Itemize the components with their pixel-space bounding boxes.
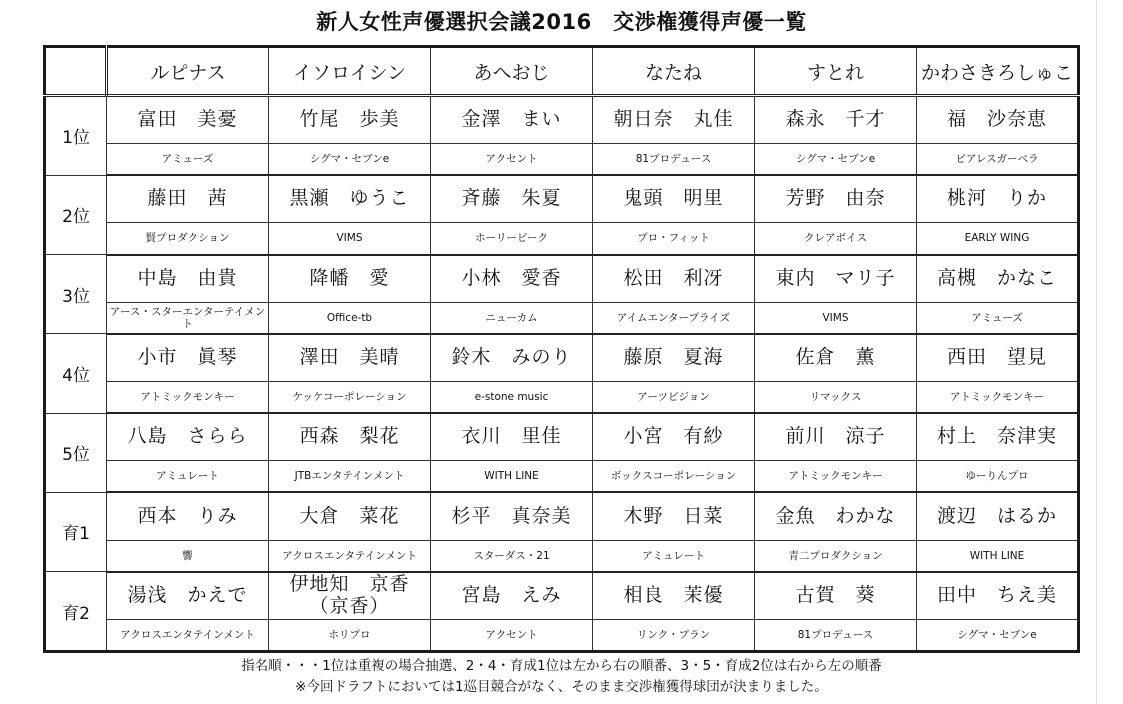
table-row bbox=[45, 619, 1079, 651]
table-row bbox=[45, 572, 1079, 620]
voice-actress-name: 黒瀬 ゆうこ bbox=[269, 175, 431, 223]
voice-actress-name: 八島 さらら bbox=[107, 413, 269, 461]
table-row bbox=[45, 96, 1079, 144]
team-header: すとれ bbox=[755, 47, 917, 96]
voice-actress-name: 西田 望見 bbox=[917, 334, 1079, 382]
voice-actress-name: 佐倉 薫 bbox=[755, 334, 917, 382]
voice-actress-name: 高槻 かなこ bbox=[917, 255, 1079, 303]
corner-cell bbox=[45, 47, 107, 96]
voice-actress-name: 中島 由貴 bbox=[107, 255, 269, 303]
agency-name: ボックスコーポレーション bbox=[593, 461, 755, 493]
agency-name: EARLY WING bbox=[917, 223, 1079, 255]
agency-name: リンク・プラン bbox=[593, 619, 755, 651]
voice-actress-name: 伊地知 京香 （京香） bbox=[269, 572, 431, 620]
draft-results-table bbox=[43, 45, 1080, 653]
agency-name: アクロスエンタテインメント bbox=[107, 619, 269, 651]
voice-actress-name: 小宮 有紗 bbox=[593, 413, 755, 461]
agency-name: アミューズ bbox=[917, 302, 1079, 334]
voice-actress-name: 西森 梨花 bbox=[269, 413, 431, 461]
voice-actress-name: 杉平 真奈美 bbox=[431, 492, 593, 540]
voice-actress-name: 古賀 葵 bbox=[755, 572, 917, 620]
table-row bbox=[45, 175, 1079, 223]
agency-name: アミューズ bbox=[107, 144, 269, 176]
agency-name: アクセント bbox=[431, 619, 593, 651]
agency-name: ホーリーピーク bbox=[431, 223, 593, 255]
team-header: なたね bbox=[593, 47, 755, 96]
agency-name: アミュレート bbox=[593, 540, 755, 572]
agency-name: WITH LINE bbox=[431, 461, 593, 493]
agency-name: 81プロデュース bbox=[593, 144, 755, 176]
voice-actress-name: 東内 マリ子 bbox=[755, 255, 917, 303]
voice-actress-name: 澤田 美晴 bbox=[269, 334, 431, 382]
table-row bbox=[45, 255, 1079, 303]
voice-actress-name: 渡辺 はるか bbox=[917, 492, 1079, 540]
voice-actress-name: 鬼頭 明里 bbox=[593, 175, 755, 223]
voice-actress-name: 鈴木 みのり bbox=[431, 334, 593, 382]
agency-name: JTBエンタテインメント bbox=[269, 461, 431, 493]
voice-actress-name: 藤田 茜 bbox=[107, 175, 269, 223]
draft-order-note: 指名順・・・1位は重複の場合抽選、2・4・育成1位は左から右の順番、3・5・育成2位は右から左の順番 bbox=[241, 658, 882, 674]
team-header: あへおじ bbox=[431, 47, 593, 96]
rank-label: 3位 bbox=[45, 255, 107, 334]
agency-name: アミュレート bbox=[107, 461, 269, 493]
voice-actress-name: 相良 茉優 bbox=[593, 572, 755, 620]
agency-name: シグマ・セブンe bbox=[755, 144, 917, 176]
agency-name: アクロスエンタテインメント bbox=[269, 540, 431, 572]
team-header: ルピナス bbox=[107, 47, 269, 96]
agency-name: アトミックモンキー bbox=[107, 381, 269, 413]
voice-actress-name: 金澤 まい bbox=[431, 96, 593, 144]
agency-name: 賢プロダクション bbox=[107, 223, 269, 255]
agency-name: リマックス bbox=[755, 381, 917, 413]
rank-label: 5位 bbox=[45, 413, 107, 492]
voice-actress-name: 小林 愛香 bbox=[431, 255, 593, 303]
table-row bbox=[45, 492, 1079, 540]
voice-actress-name: 湯浅 かえで bbox=[107, 572, 269, 620]
agency-name: シグマ・セブンe bbox=[917, 619, 1079, 651]
table-row bbox=[45, 144, 1079, 176]
rank-label: 育1 bbox=[45, 492, 107, 571]
rank-label: 育2 bbox=[45, 572, 107, 652]
agency-name: アトミックモンキー bbox=[917, 381, 1079, 413]
voice-actress-name: 木野 日菜 bbox=[593, 492, 755, 540]
voice-actress-name: 田中 ちえ美 bbox=[917, 572, 1079, 620]
page-title: 新人女性声優選択会議2016 交渉権獲得声優一覧 bbox=[316, 10, 807, 34]
voice-actress-name: 村上 奈津実 bbox=[917, 413, 1079, 461]
agency-name: 81プロデュース bbox=[755, 619, 917, 651]
rank-label: 2位 bbox=[45, 175, 107, 254]
voice-actress-name: 芳野 由奈 bbox=[755, 175, 917, 223]
agency-name: VIMS bbox=[755, 302, 917, 334]
table-row bbox=[45, 461, 1079, 493]
agency-name: ピアレスガーベラ bbox=[917, 144, 1079, 176]
team-header: かわさきろしゅこ bbox=[917, 47, 1079, 96]
agency-name: Office-tb bbox=[269, 302, 431, 334]
agency-name: e-stone music bbox=[431, 381, 593, 413]
voice-actress-name: 斉藤 朱夏 bbox=[431, 175, 593, 223]
table-row bbox=[45, 302, 1079, 334]
voice-actress-name: 大倉 菜花 bbox=[269, 492, 431, 540]
voice-actress-name: 衣川 里佳 bbox=[431, 413, 593, 461]
first-round-note: ※今回ドラフトにおいては1巡目競合がなく、そのまま交渉権獲得球団が決まりました。 bbox=[295, 679, 828, 695]
table-row bbox=[45, 223, 1079, 255]
agency-name: クレアボイス bbox=[755, 223, 917, 255]
voice-actress-name: 朝日奈 丸佳 bbox=[593, 96, 755, 144]
agency-name: VIMS bbox=[269, 223, 431, 255]
agency-name: シグマ・セブンe bbox=[269, 144, 431, 176]
voice-actress-name: 小市 眞琴 bbox=[107, 334, 269, 382]
table-row bbox=[45, 334, 1079, 382]
agency-name: アーツビジョン bbox=[593, 381, 755, 413]
agency-name: アイムエンタープライズ bbox=[593, 302, 755, 334]
agency-name: ニューカム bbox=[431, 302, 593, 334]
agency-name: ケッケコーポレーション bbox=[269, 381, 431, 413]
page-edge-rule bbox=[1096, 0, 1097, 704]
voice-actress-name: 福 沙奈恵 bbox=[917, 96, 1079, 144]
voice-actress-name: 松田 利冴 bbox=[593, 255, 755, 303]
agency-name: スターダス・21 bbox=[431, 540, 593, 572]
table-row bbox=[45, 540, 1079, 572]
voice-actress-name: 富田 美憂 bbox=[107, 96, 269, 144]
agency-name: WITH LINE bbox=[917, 540, 1079, 572]
voice-actress-name: 桃河 りか bbox=[917, 175, 1079, 223]
table-row bbox=[45, 413, 1079, 461]
agency-name: アトミックモンキー bbox=[755, 461, 917, 493]
agency-name: 青二プロダクション bbox=[755, 540, 917, 572]
voice-actress-name: 竹尾 歩美 bbox=[269, 96, 431, 144]
team-header: イソロイシン bbox=[269, 47, 431, 96]
agency-name: アース・スターエンターテイメント bbox=[107, 302, 269, 334]
rank-label: 4位 bbox=[45, 334, 107, 413]
voice-actress-name: 藤原 夏海 bbox=[593, 334, 755, 382]
voice-actress-name: 前川 涼子 bbox=[755, 413, 917, 461]
agency-name: ゆーりんプロ bbox=[917, 461, 1079, 493]
agency-name: ホリプロ bbox=[269, 619, 431, 651]
team-header-row bbox=[45, 47, 1079, 96]
table-row bbox=[45, 381, 1079, 413]
agency-name: プロ・フィット bbox=[593, 223, 755, 255]
voice-actress-name: 金魚 わかな bbox=[755, 492, 917, 540]
agency-name: アクセント bbox=[431, 144, 593, 176]
agency-name: 響 bbox=[107, 540, 269, 572]
voice-actress-name: 森永 千才 bbox=[755, 96, 917, 144]
voice-actress-name: 降幡 愛 bbox=[269, 255, 431, 303]
voice-actress-name: 宮島 えみ bbox=[431, 572, 593, 620]
rank-label: 1位 bbox=[45, 96, 107, 176]
voice-actress-name: 西本 りみ bbox=[107, 492, 269, 540]
